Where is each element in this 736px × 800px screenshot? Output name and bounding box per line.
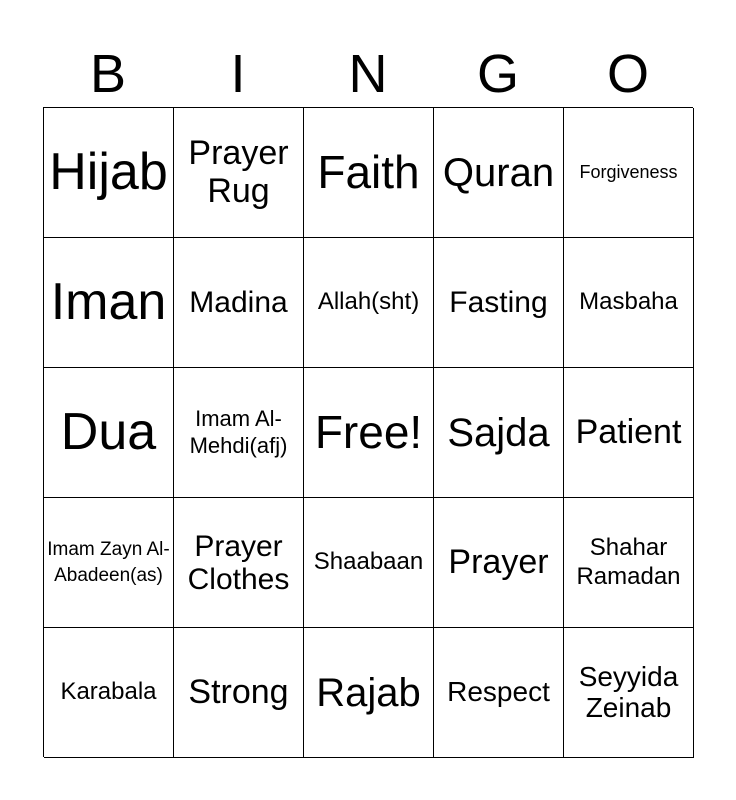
bingo-cell[interactable]: Imam Al-Mehdi(afj) <box>174 368 304 498</box>
bingo-cell[interactable]: Respect <box>434 628 564 758</box>
bingo-cell[interactable]: Fasting <box>434 238 564 368</box>
bingo-cell[interactable]: Prayer Rug <box>174 108 304 238</box>
bingo-cell[interactable]: Rajab <box>304 628 434 758</box>
bingo-cell[interactable]: Prayer <box>434 498 564 628</box>
bingo-cell[interactable]: Shahar Ramadan <box>564 498 694 628</box>
bingo-cell[interactable]: Quran <box>434 108 564 238</box>
bingo-cell[interactable]: Patient <box>564 368 694 498</box>
header-letter-i: I <box>230 44 246 104</box>
bingo-header <box>43 40 693 108</box>
bingo-cell[interactable]: Imam Zayn Al-Abadeen(as) <box>44 498 174 628</box>
bingo-board <box>43 107 693 757</box>
bingo-cell[interactable]: Hijab <box>44 108 174 238</box>
bingo-cell[interactable]: Sajda <box>434 368 564 498</box>
bingo-cell[interactable]: Prayer Clothes <box>174 498 304 628</box>
bingo-cell[interactable]: Free! <box>304 368 434 498</box>
bingo-cell[interactable]: Shaabaan <box>304 498 434 628</box>
bingo-cell[interactable]: Seyyida Zeinab <box>564 628 694 758</box>
bingo-cell[interactable]: Madina <box>174 238 304 368</box>
bingo-cell[interactable]: Strong <box>174 628 304 758</box>
bingo-cell[interactable]: Dua <box>44 368 174 498</box>
bingo-cell[interactable]: Faith <box>304 108 434 238</box>
header-letter-b: B <box>89 44 127 104</box>
bingo-cell[interactable]: Allah(sht) <box>304 238 434 368</box>
header-letter-n: N <box>348 44 388 104</box>
header-letter-o: O <box>606 44 649 104</box>
bingo-cell[interactable]: Karabala <box>44 628 174 758</box>
bingo-cell[interactable]: Iman <box>44 238 174 368</box>
bingo-cell[interactable]: Masbaha <box>564 238 694 368</box>
bingo-cell[interactable]: Forgiveness <box>564 108 694 238</box>
header-letter-g: G <box>476 44 519 104</box>
